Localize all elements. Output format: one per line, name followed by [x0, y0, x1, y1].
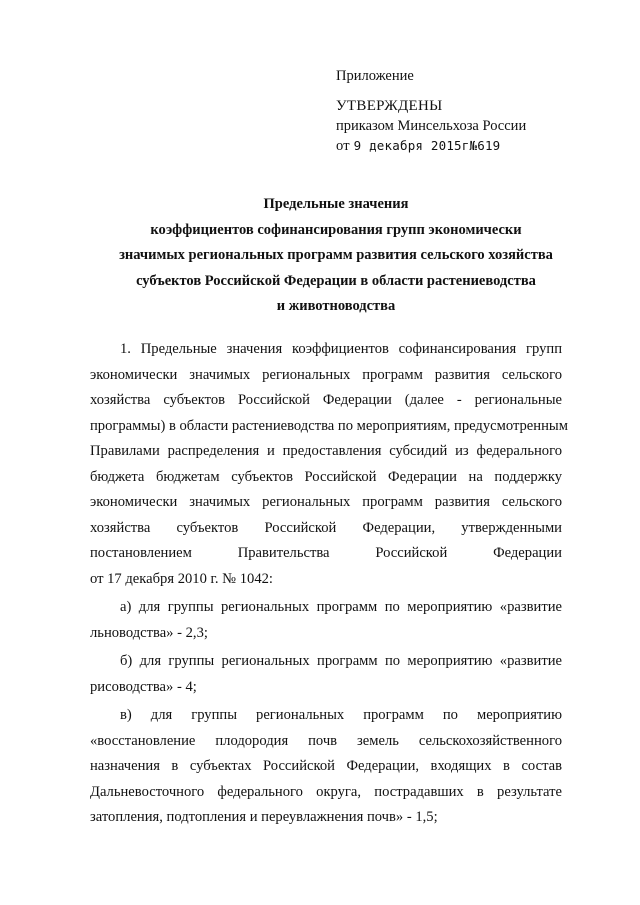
order-reference: приказом Минсельхоза России [336, 118, 527, 134]
title-line: коэффициентов софинансирования групп экономически [150, 221, 522, 238]
body-line: бюджета бюджетам субъектов Российской Федерации на поддержку [90, 468, 562, 485]
title-line: Предельные значения [263, 196, 409, 212]
date-prefix: от [336, 138, 350, 154]
body-line: затопления, подтопления и переувлажнения почв» - 1,5; [90, 809, 438, 825]
approved-label: УТВЕРЖДЕНЫ [336, 98, 443, 114]
title-line: и животноводства [276, 298, 396, 314]
body-line: Правилами распределения и предоставления субсидий из федерального [90, 443, 562, 459]
body-line: 1. Предельные значения коэффициентов софинансирования групп [120, 341, 562, 357]
body-line: в) для группы региональных программ по мероприятию [120, 707, 562, 723]
item-b [90, 649, 562, 700]
order-date-line [336, 136, 526, 156]
body-line: программы) в области растениеводства по мероприятиям, предусмотренным [90, 417, 568, 434]
approval-block [336, 66, 526, 156]
body-line: хозяйства субъектов Российской Федерации (далее - региональные [90, 392, 562, 408]
title-line: значимых региональных программ развития сельского хозяйства [119, 247, 553, 263]
order-date-stamp: 9 декабря 2015г№619 [353, 138, 501, 153]
body-line: б) для группы региональных программ по мероприятию «развитие [120, 653, 562, 669]
item-a [90, 595, 562, 646]
body-line: льноводства» - 2,3; [90, 624, 208, 641]
body-line: постановлением Правительства Российской Федерации [90, 545, 562, 561]
document-body [90, 337, 568, 831]
body-line: хозяйства субъектов Российской Федерации, утвержденными [90, 519, 562, 536]
body-line: «восстановление плодородия почв земель сельскохозяйственного [90, 732, 562, 749]
body-line: от 17 декабря 2010 г. № 1042: [90, 570, 273, 587]
body-line: а) для группы региональных программ по мероприятию «развитие [120, 599, 562, 615]
body-line: рисоводства» - 4; [90, 678, 197, 695]
title-line: субъектов Российской Федерации в области растениеводства [136, 272, 536, 289]
body-line: экономически значимых региональных программ развития сельского [90, 366, 562, 383]
body-line: Дальневосточного федерального округа, пострадавших в результате [90, 783, 562, 800]
item-c [90, 703, 562, 831]
document-title [90, 192, 582, 320]
body-line: экономически значимых региональных программ развития сельского [90, 494, 562, 510]
body-line: назначения в субъектах Российской Федерации, входящих в состав [90, 758, 562, 774]
paragraph-1 [90, 337, 568, 592]
appendix-label: Приложение [336, 68, 414, 84]
